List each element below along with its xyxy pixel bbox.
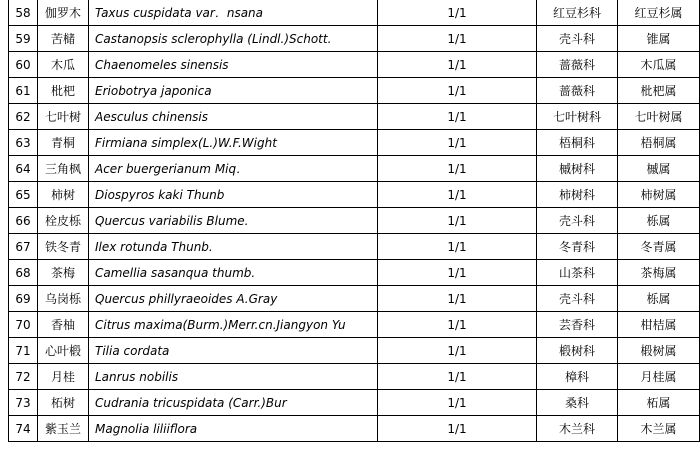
latin-name-cell: Eriobotrya japonica (89, 78, 378, 104)
genus-name-cell: 茶梅属 (618, 260, 700, 286)
family-name-cell: 樟科 (537, 364, 618, 390)
row-number-cell: 63 (9, 130, 38, 156)
genus-name-cell: 枇杷属 (618, 78, 700, 104)
ratio-cell: 1/1 (378, 364, 537, 390)
chinese-name-cell: 柘树 (38, 390, 89, 416)
genus-name-cell: 月桂属 (618, 364, 700, 390)
ratio-cell: 1/1 (378, 104, 537, 130)
latin-name-cell: Diospyros kaki Thunb (89, 182, 378, 208)
latin-name-cell: Camellia sasanqua thumb. (89, 260, 378, 286)
table-row (9, 286, 700, 312)
row-number-cell: 73 (9, 390, 38, 416)
ratio-cell: 1/1 (378, 78, 537, 104)
chinese-name-cell: 三角枫 (38, 156, 89, 182)
latin-name-cell: Cudrania tricuspidata (Carr.)Bur (89, 390, 378, 416)
ratio-cell: 1/1 (378, 286, 537, 312)
family-name-cell: 芸香科 (537, 312, 618, 338)
table-row (9, 182, 700, 208)
family-name-cell: 槭树科 (537, 156, 618, 182)
species-table (8, 0, 700, 442)
row-number-cell: 65 (9, 182, 38, 208)
ratio-cell: 1/1 (378, 260, 537, 286)
family-name-cell: 壳斗科 (537, 208, 618, 234)
latin-name-cell: Taxus cuspidata var．nsana (89, 0, 378, 26)
ratio-cell: 1/1 (378, 26, 537, 52)
latin-name-cell: Ilex rotunda Thunb. (89, 234, 378, 260)
chinese-name-cell: 月桂 (38, 364, 89, 390)
genus-name-cell: 七叶树属 (618, 104, 700, 130)
chinese-name-cell: 枇杷 (38, 78, 89, 104)
chinese-name-cell: 栓皮栎 (38, 208, 89, 234)
row-number-cell: 61 (9, 78, 38, 104)
ratio-cell: 1/1 (378, 156, 537, 182)
table-row (9, 416, 700, 442)
latin-name-cell: Firmiana simplex(L.)W.F.Wight (89, 130, 378, 156)
row-number-cell: 70 (9, 312, 38, 338)
genus-name-cell: 槭属 (618, 156, 700, 182)
chinese-name-cell: 乌岗栎 (38, 286, 89, 312)
table-row (9, 364, 700, 390)
latin-name-cell: Chaenomeles sinensis (89, 52, 378, 78)
family-name-cell: 木兰科 (537, 416, 618, 442)
latin-name-cell: Acer buergerianum Miq． (89, 156, 378, 182)
ratio-cell: 1/1 (378, 312, 537, 338)
family-name-cell: 壳斗科 (537, 286, 618, 312)
row-number-cell: 68 (9, 260, 38, 286)
family-name-cell: 冬青科 (537, 234, 618, 260)
ratio-cell: 1/1 (378, 182, 537, 208)
table-row (9, 26, 700, 52)
chinese-name-cell: 七叶树 (38, 104, 89, 130)
family-name-cell: 桑科 (537, 390, 618, 416)
ratio-cell: 1/1 (378, 338, 537, 364)
table-row (9, 52, 700, 78)
genus-name-cell: 柿树属 (618, 182, 700, 208)
row-number-cell: 60 (9, 52, 38, 78)
genus-name-cell: 冬青属 (618, 234, 700, 260)
species-table-body (9, 0, 700, 442)
chinese-name-cell: 紫玉兰 (38, 416, 89, 442)
ratio-cell: 1/1 (378, 52, 537, 78)
table-row (9, 208, 700, 234)
table-row (9, 234, 700, 260)
ratio-cell: 1/1 (378, 0, 537, 26)
chinese-name-cell: 茶梅 (38, 260, 89, 286)
genus-name-cell: 椴树属 (618, 338, 700, 364)
table-row (9, 338, 700, 364)
family-name-cell: 红豆杉科 (537, 0, 618, 26)
genus-name-cell: 栎属 (618, 286, 700, 312)
ratio-cell: 1/1 (378, 208, 537, 234)
latin-name-cell: Magnolia liliiflora (89, 416, 378, 442)
latin-name-cell: Quercus variabilis Blume. (89, 208, 378, 234)
ratio-cell: 1/1 (378, 390, 537, 416)
ratio-cell: 1/1 (378, 234, 537, 260)
genus-name-cell: 木兰属 (618, 416, 700, 442)
table-row (9, 312, 700, 338)
genus-name-cell: 柑桔属 (618, 312, 700, 338)
family-name-cell: 柿树科 (537, 182, 618, 208)
genus-name-cell: 锥属 (618, 26, 700, 52)
chinese-name-cell: 木瓜 (38, 52, 89, 78)
genus-name-cell: 栎属 (618, 208, 700, 234)
table-row (9, 0, 700, 26)
latin-name-cell: Citrus maxima(Burm.)Merr.cn.Jiangyon Yu (89, 312, 378, 338)
row-number-cell: 62 (9, 104, 38, 130)
family-name-cell: 七叶树科 (537, 104, 618, 130)
latin-name-cell: Lanrus nobilis (89, 364, 378, 390)
row-number-cell: 64 (9, 156, 38, 182)
genus-name-cell: 木瓜属 (618, 52, 700, 78)
ratio-cell: 1/1 (378, 416, 537, 442)
latin-name-cell: Castanopsis sclerophylla (Lindl.)Schott. (89, 26, 378, 52)
chinese-name-cell: 柿树 (38, 182, 89, 208)
row-number-cell: 67 (9, 234, 38, 260)
chinese-name-cell: 心叶椴 (38, 338, 89, 364)
family-name-cell: 椴树科 (537, 338, 618, 364)
family-name-cell: 山茶科 (537, 260, 618, 286)
genus-name-cell: 红豆杉属 (618, 0, 700, 26)
row-number-cell: 58 (9, 0, 38, 26)
table-row (9, 130, 700, 156)
latin-name-cell: Quercus phillyraeoides A.Gray (89, 286, 378, 312)
genus-name-cell: 柘属 (618, 390, 700, 416)
row-number-cell: 69 (9, 286, 38, 312)
chinese-name-cell: 苦槠 (38, 26, 89, 52)
latin-name-cell: Aesculus chinensis (89, 104, 378, 130)
family-name-cell: 蔷薇科 (537, 78, 618, 104)
genus-name-cell: 梧桐属 (618, 130, 700, 156)
row-number-cell: 59 (9, 26, 38, 52)
chinese-name-cell: 伽罗木 (38, 0, 89, 26)
chinese-name-cell: 铁冬青 (38, 234, 89, 260)
row-number-cell: 74 (9, 416, 38, 442)
family-name-cell: 蔷薇科 (537, 52, 618, 78)
chinese-name-cell: 香柚 (38, 312, 89, 338)
chinese-name-cell: 青桐 (38, 130, 89, 156)
latin-name-cell: Tilia cordata (89, 338, 378, 364)
row-number-cell: 66 (9, 208, 38, 234)
table-row (9, 156, 700, 182)
family-name-cell: 梧桐科 (537, 130, 618, 156)
row-number-cell: 72 (9, 364, 38, 390)
ratio-cell: 1/1 (378, 130, 537, 156)
table-row (9, 260, 700, 286)
table-row (9, 104, 700, 130)
family-name-cell: 壳斗科 (537, 26, 618, 52)
table-row (9, 78, 700, 104)
row-number-cell: 71 (9, 338, 38, 364)
table-row (9, 390, 700, 416)
